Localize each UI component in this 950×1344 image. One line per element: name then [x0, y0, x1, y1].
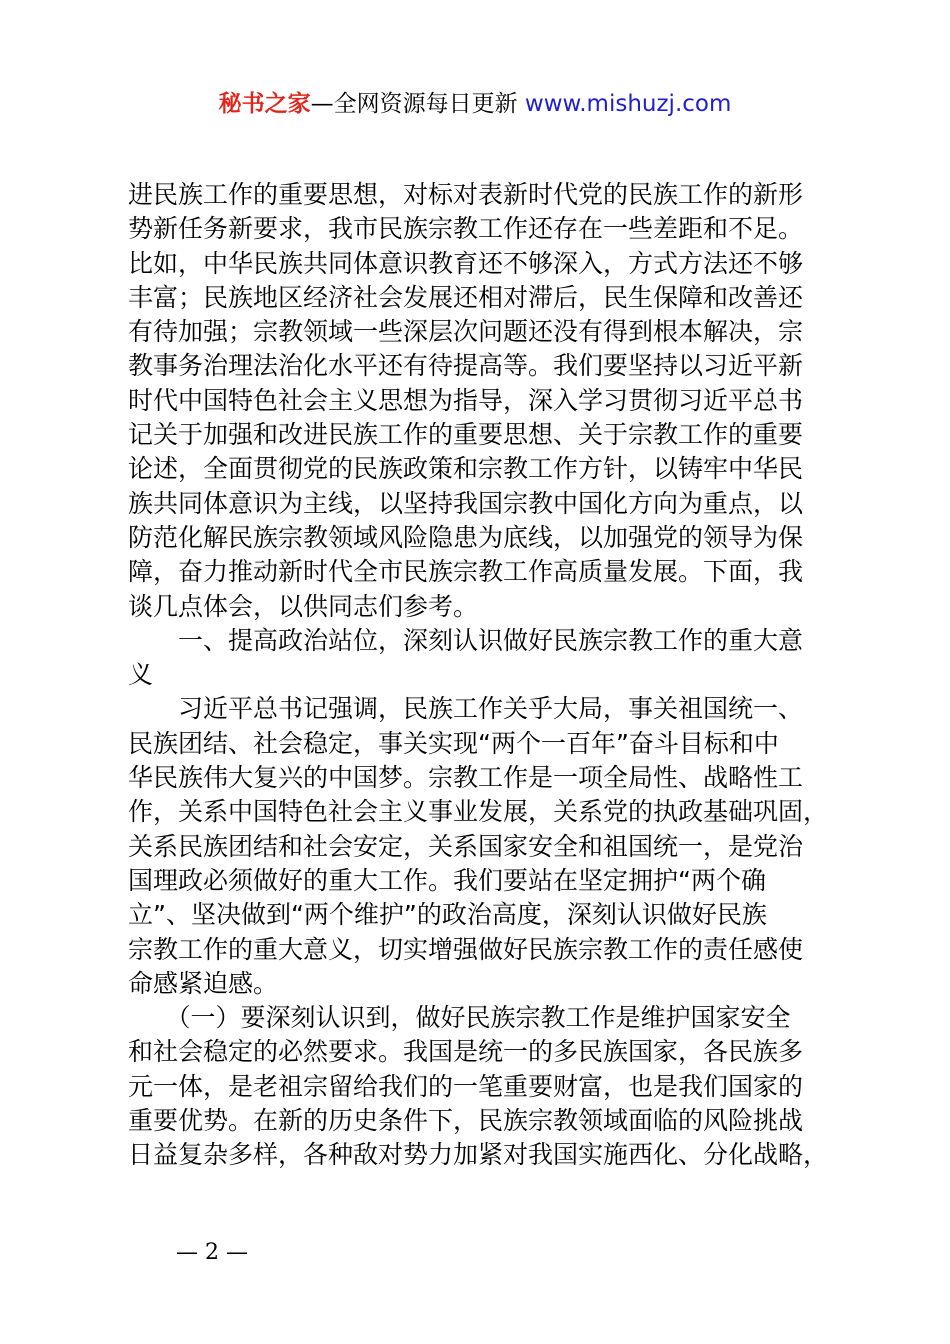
text-line: 和社会稳定的必然要求。我国是统一的多民族国家，各民族多 — [128, 1037, 804, 1067]
text-line: 关系民族团结和社会安定，关系国家安全和祖国统一，是党治 — [128, 831, 804, 861]
text-line: 日益复杂多样，各种敌对势力加紧对我国实施西化、分化战略， — [128, 1140, 829, 1170]
text-line: 比如，中华民族共同体意识教育还不够深入，方式方法还不够 — [128, 248, 804, 278]
brand-name: 秘书之家 — [218, 91, 311, 117]
text-line: 时代中国特色社会主义思想为指导，深入学习贯彻习近平总书 — [128, 385, 804, 415]
text-line: 进民族工作的重要思想，对标对表新时代党的民族工作的新形 — [128, 180, 804, 209]
section-heading-line: 一、提高政治站位，深刻认识做好民族宗教工作的重大意 — [128, 625, 804, 655]
document-body — [128, 178, 833, 1173]
page-number: — 2 — — [176, 1240, 248, 1265]
text-line: 谈几点体会，以供同志们参考。 — [128, 591, 479, 621]
text-line: 障，奋力推动新时代全市民族宗教工作高质量发展。下面，我 — [128, 557, 804, 587]
text-line: 华民族伟大复兴的中国梦。宗教工作是一项全局性、战略性工 — [128, 763, 804, 793]
site-url-link[interactable]: www.mishuzj.com — [524, 91, 732, 117]
text-line: 防范化解民族宗教领域风险隐患为底线，以加强党的领导为保 — [128, 522, 804, 552]
text-line: 丰富；民族地区经济社会发展还相对滞后，民生保障和改善还 — [128, 282, 804, 312]
text-line: 民族团结、社会稳定，事关实现“两个一百年”奋斗目标和中 — [128, 728, 779, 758]
text-line: （一）要深刻认识到，做好民族宗教工作是维护国家安全 — [128, 1003, 791, 1033]
text-line: 国理政必须做好的重大工作。我们要站在坚定拥护“两个确 — [128, 865, 766, 895]
text-line: 习近平总书记强调，民族工作关乎大局，事关祖国统一、 — [128, 694, 804, 724]
text-line: 势新任务新要求，我市民族宗教工作还存在一些差距和不足。 — [128, 214, 804, 244]
text-line: 宗教工作的重大意义，切实增强做好民族宗教工作的责任感使 — [128, 934, 804, 964]
text-line: 有待加强；宗教领域一些深层次问题还没有得到根本解决，宗 — [128, 317, 804, 347]
section-heading-line: 义 — [128, 660, 154, 690]
text-line: 记关于加强和改进民族工作的重要思想、关于宗教工作的重要 — [128, 420, 804, 450]
text-line: 作，关系中国特色社会主义事业发展，关系党的执政基础巩固， — [128, 797, 829, 827]
text-line: 族共同体意识为主线，以坚持我国宗教中国化方向为重点，以 — [128, 488, 804, 518]
text-line: 重要优势。在新的历史条件下，民族宗教领域面临的风险挑战 — [128, 1106, 804, 1136]
text-line: 立”、坚决做到“两个维护”的政治高度，深刻认识做好民族 — [128, 900, 767, 930]
text-line: 命感紧迫感。 — [128, 968, 279, 998]
text-line: 论述，全面贯彻党的民族政策和宗教工作方针，以铸牢中华民 — [128, 454, 804, 484]
header-tagline: —全网资源每日更新 — [310, 91, 518, 117]
page-header — [0, 88, 950, 120]
text-line: 元一体，是老祖宗留给我们的一笔重要财富，也是我们国家的 — [128, 1071, 804, 1101]
text-line: 教事务治理法治化水平还有待提高等。我们要坚持以习近平新 — [128, 351, 804, 381]
